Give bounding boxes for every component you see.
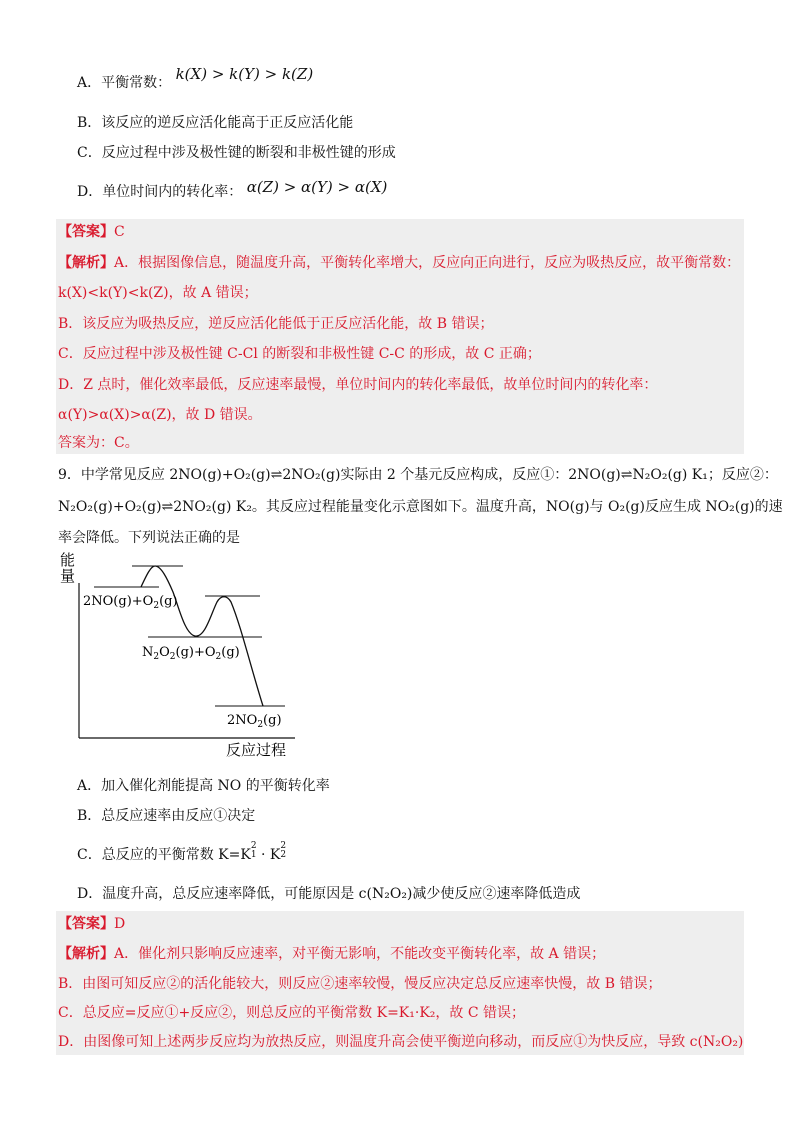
analysis-9-line-4: D．由图像可知上述两步反应均为放热反应，则温度升高会使平衡逆向移动，而反应①为快反应，导致 c(N₂O₂): [58, 1034, 744, 1050]
answer-label: 【答案】: [58, 916, 114, 932]
energy-profile-diagram: [55, 548, 315, 763]
reaction-path-curve: [141, 566, 263, 706]
q9-option-c-formula: K2 1 · K2 2: [240, 841, 287, 863]
q9-option-c: [77, 841, 287, 865]
answer-block-9: [56, 911, 744, 1055]
q9-stem-line-1: 9．中学常见反应 2NO(g)+O₂(g)⇌2NO₂(g)实际由 2 个基元反应构成，反应①：2NO(g)⇌N₂O₂(g) K₁；反应②：: [58, 467, 778, 483]
answer-value: D: [114, 916, 126, 932]
y-axis-label-1: 能: [60, 551, 76, 569]
q9-stem-line-2: N₂O₂(g)+O₂(g)⇌2NO₂(g) K₂。其反应过程能量变化示意图如下。温度升高，NO(g)与 O₂(g)反应生成 NO₂(g)的速: [58, 499, 783, 515]
answer-label: 【答案】: [58, 224, 114, 240]
analysis-8-line-3: B．该反应为吸热反应，逆反应活化能低于正反应活化能，故 B 错误；: [58, 316, 494, 332]
analysis-label: 【解析】: [58, 946, 114, 962]
level-label-products: $2NO_2(g)$: [227, 713, 282, 730]
answer-9: [58, 914, 125, 934]
analysis-9-line-1: [58, 944, 605, 964]
analysis-label: 【解析】: [58, 255, 114, 271]
level-label-reactants: $2NO(g)+O_2(g)$: [83, 594, 178, 611]
analysis-text: A．催化剂只影响反应速率，对平衡无影响，不能改变平衡转化率，故 A 错误；: [114, 946, 606, 962]
analysis-8-line-7: 答案为：C。: [58, 435, 139, 451]
answer-block-8: [56, 219, 744, 454]
q9-option-a: A．加入催化剂能提高 NO 的平衡转化率: [77, 778, 330, 794]
q8-option-a-expr: k(X) > k(Y) > k(Z): [175, 65, 314, 83]
answer-value: C: [114, 224, 125, 240]
analysis-8-line-4: C．反应过程中涉及极性键 C-Cl 的断裂和非极性键 C-C 的形成，故 C 正确；: [58, 346, 541, 362]
analysis-8-line-5: D．Z 点时，催化效率最低，反应速率最慢，单位时间内的转化率最低，故单位时间内的转化率：: [58, 377, 658, 393]
q8-option-a: [77, 65, 314, 93]
q8-option-d-expr: α(Z) > α(Y) > α(X): [246, 178, 388, 196]
q9-stem-line-3: 率会降低。下列说法正确的是: [58, 530, 240, 546]
q8-option-d: [77, 178, 388, 202]
analysis-8-line-6: α(Y)>α(X)>α(Z)，故 D 错误。: [58, 407, 262, 423]
q9-option-c-text: C．总反应的平衡常数 K=: [77, 847, 241, 863]
x-axis-label: 反应过程: [226, 741, 287, 759]
q8-option-d-text: D．单位时间内的转化率：: [77, 184, 243, 200]
y-axis-label-2: 量: [60, 567, 76, 585]
answer-8: [58, 222, 125, 242]
q8-option-b: B．该反应的逆反应活化能高于正反应活化能: [77, 115, 354, 131]
analysis-text: A．根据图像信息，随温度升高，平衡转化率增大，反应向正向进行，反应为吸热反应，故平衡常数：: [114, 255, 741, 271]
analysis-9-line-3: C．总反应=反应①+反应②，则总反应的平衡常数 K=K₁·K₂，故 C 错误；: [58, 1005, 526, 1021]
analysis-8-line-1: [58, 253, 740, 273]
q9-option-d: D．温度升高，总反应速率降低，可能原因是 c(N₂O₂)减少使反应②速率降低造成: [77, 886, 581, 902]
q8-option-c: C．反应过程中涉及极性键的断裂和非极性键的形成: [77, 145, 396, 161]
q9-option-b: B．总反应速率由反应①决定: [77, 808, 256, 824]
analysis-9-line-2: B．由图可知反应②的活化能较大，则反应②速率较慢，慢反应决定总反应速率快慢，故 B 错误；: [58, 976, 662, 992]
analysis-8-line-2: k(X)<k(Y)<k(Z)，故 A 错误；: [58, 285, 258, 301]
level-label-intermediate: $N_2O_2(g)+O_2(g)$: [142, 645, 240, 662]
q8-option-a-text: A．平衡常数：: [77, 75, 172, 91]
